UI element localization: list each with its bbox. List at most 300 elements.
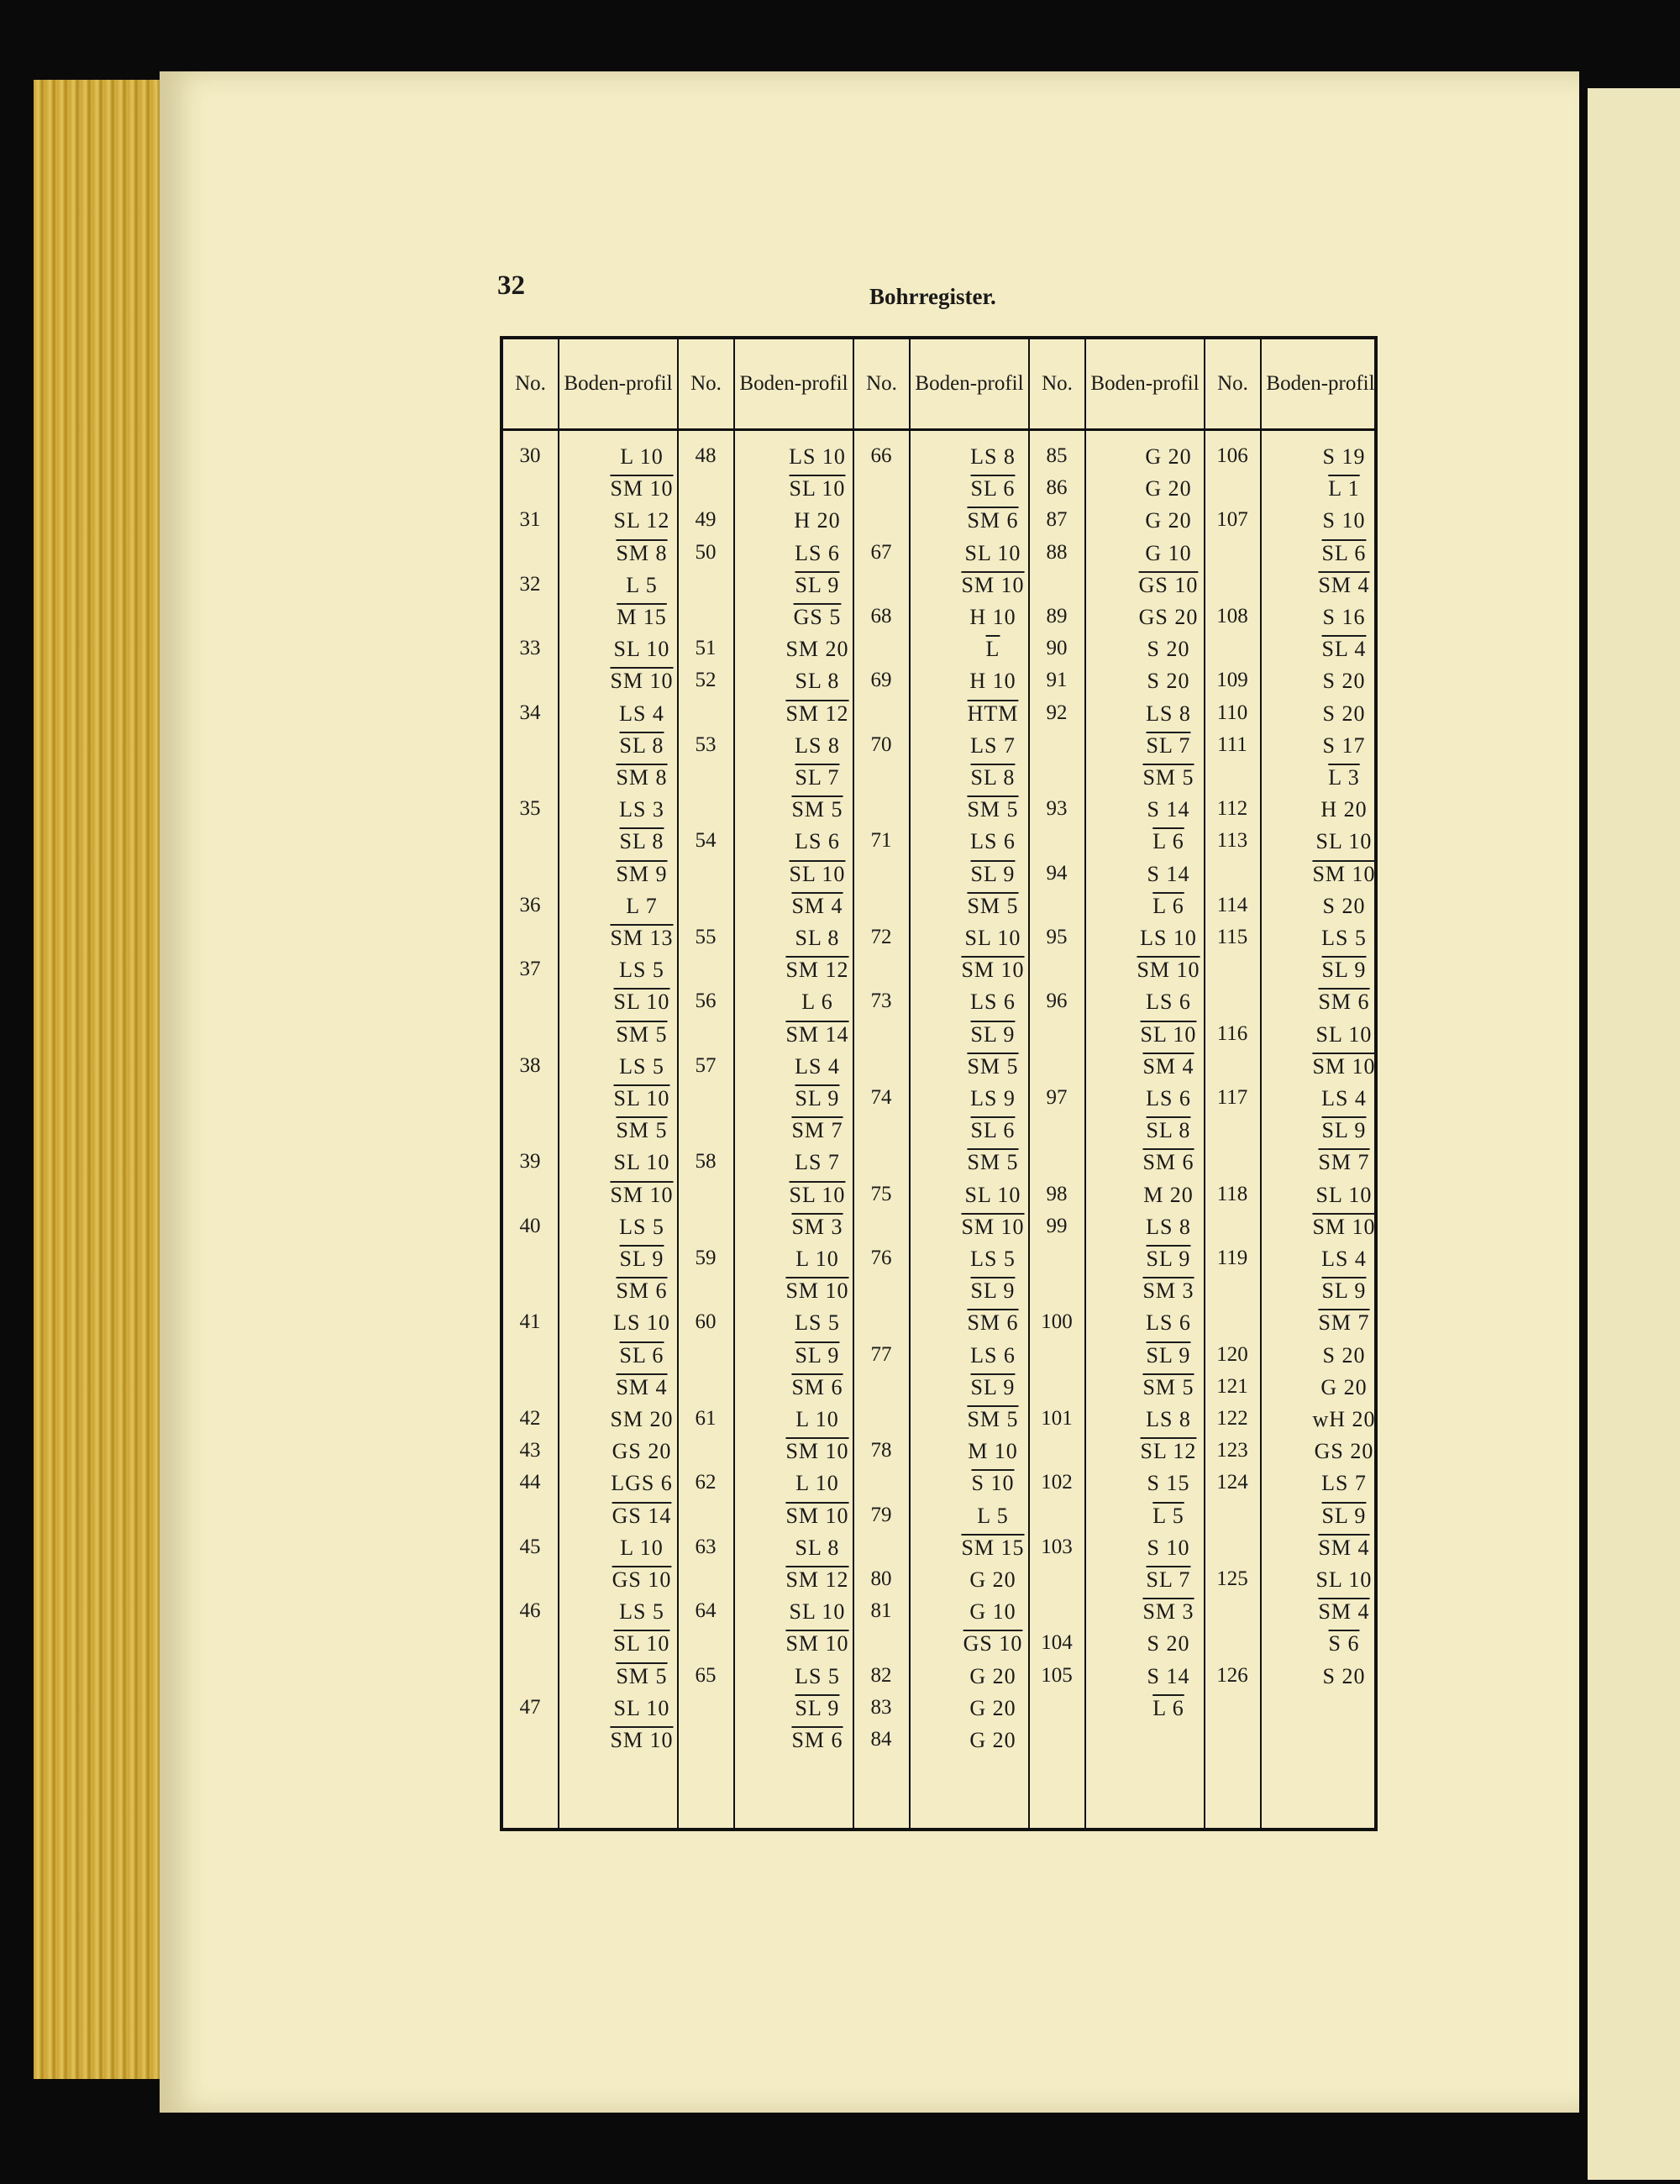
profile-layer: L 10 [795, 1471, 839, 1496]
page-number: 32 [497, 270, 525, 301]
profile-layer: SM 5 [967, 893, 1019, 918]
profile-layer: GS 20 [612, 1439, 672, 1464]
profile-layer: S 14 [1147, 1663, 1190, 1688]
profile-layer: S 20 [1147, 637, 1190, 662]
entry-number: 118 [1216, 1182, 1248, 1205]
profile-layer: SL 10 [789, 861, 846, 886]
profile-layer: SM 14 [785, 1021, 849, 1047]
entry-number: 53 [695, 732, 717, 756]
entry-number: 37 [519, 958, 541, 981]
header-profil-line2: profil [1328, 372, 1375, 395]
header-bodenprofil [733, 339, 854, 428]
entry-number: 65 [695, 1663, 717, 1687]
profile-layer: SM 10 [610, 1182, 674, 1207]
profile-layer: L 6 [1152, 829, 1184, 854]
profile-layer: G 20 [969, 1663, 1016, 1688]
profile-layer: SM 6 [1318, 990, 1370, 1015]
profile-layer: SM 10 [1312, 1214, 1376, 1239]
profile-layer: LS 5 [795, 1663, 840, 1688]
profile-layer: SM 4 [1318, 1535, 1370, 1560]
profile-layer: GS 10 [612, 1567, 672, 1592]
profile-layer: G 20 [1145, 508, 1192, 533]
profile-layer: S 10 [1322, 508, 1366, 533]
entry-number: 74 [870, 1086, 892, 1109]
entry-number: 106 [1216, 444, 1248, 467]
profile-layer: S 10 [971, 1471, 1015, 1496]
entry-number: 101 [1041, 1407, 1073, 1430]
profile-layer: LS 10 [1140, 926, 1197, 950]
entry-number: 104 [1041, 1631, 1073, 1655]
entry-number: 91 [1046, 669, 1068, 692]
profile-layer: LS 7 [970, 732, 1016, 758]
profile-layer: SL 4 [1321, 637, 1367, 662]
profile-layer: SM 7 [1318, 1150, 1370, 1175]
profile-layer: L 10 [795, 1247, 839, 1271]
facing-page [1588, 88, 1680, 2180]
entry-number: 82 [870, 1663, 892, 1687]
entry-number: 108 [1216, 605, 1248, 627]
profile-layer: SL 9 [1321, 958, 1367, 983]
group-divider [1028, 339, 1030, 1828]
profile-layer: GS 5 [793, 605, 842, 629]
profile-layer: SM 6 [967, 508, 1019, 533]
entry-number: 111 [1217, 732, 1247, 756]
profile-layer: SL 9 [970, 1278, 1016, 1304]
entry-number: 86 [1046, 476, 1068, 500]
header-no: No. [866, 372, 897, 395]
no-column-divider [909, 339, 911, 1828]
entry-number: 38 [519, 1053, 541, 1077]
entry-number: 34 [519, 701, 541, 724]
profile-layer: SM 5 [1142, 1374, 1194, 1399]
entry-number: 110 [1216, 701, 1248, 724]
profile-layer: SM 10 [785, 1631, 849, 1656]
profile-layer: SL 8 [619, 732, 664, 758]
profile-layer: SM 5 [616, 1118, 668, 1143]
profile-layer: SL 10 [613, 1150, 670, 1175]
entry-number: 107 [1216, 508, 1248, 532]
profile-layer: SL 8 [970, 765, 1016, 790]
entry-number: 97 [1046, 1086, 1068, 1109]
profile-layer: SL 10 [613, 990, 670, 1015]
profile-layer: SM 10 [610, 476, 674, 501]
profile-layer: L 5 [626, 572, 658, 597]
profile-layer: SL 6 [970, 1118, 1016, 1143]
profile-layer: LS 4 [1321, 1086, 1367, 1110]
profile-layer: LS 4 [1321, 1247, 1367, 1271]
profile-layer: S 19 [1322, 444, 1366, 469]
profile-layer: LS 8 [1146, 701, 1191, 726]
entry-number: 123 [1216, 1439, 1248, 1462]
profile-layer: SL 6 [1321, 540, 1367, 565]
profile-layer: SL 9 [1146, 1247, 1191, 1271]
profile-layer: LS 7 [1321, 1471, 1367, 1496]
profile-layer: SL 12 [1140, 1439, 1197, 1464]
entry-number: 64 [695, 1599, 717, 1623]
profile-layer: S 20 [1147, 669, 1190, 694]
entry-number: 84 [870, 1728, 892, 1751]
entry-number: 92 [1046, 701, 1068, 724]
profile-layer: LS 5 [619, 1214, 664, 1239]
profile-layer: SM 5 [967, 1407, 1019, 1431]
profile-layer: L 5 [1152, 1503, 1184, 1528]
entry-number: 100 [1041, 1310, 1073, 1334]
no-column-divider [558, 339, 559, 1828]
profile-layer: LS 4 [795, 1053, 840, 1079]
profile-layer: LS 5 [1321, 926, 1367, 950]
profile-layer: SM 4 [791, 893, 843, 918]
profile-layer: LS 8 [1146, 1214, 1191, 1239]
book-page-edges [34, 80, 181, 2079]
profile-layer: SM 10 [1137, 958, 1200, 983]
header-profil-line1: Boden- [739, 372, 802, 395]
header-profil-line2: profil [626, 372, 673, 395]
header-profil-line1: Boden- [564, 372, 627, 395]
profile-layer: SL 10 [613, 1695, 670, 1720]
header-profil-line2: profil [801, 372, 848, 395]
profile-layer: SM 5 [967, 1053, 1019, 1079]
profile-layer: SL 10 [789, 1182, 846, 1207]
header-profil-line2: profil [1152, 372, 1200, 395]
profile-layer: G 20 [969, 1728, 1016, 1752]
profile-layer: LGS 6 [611, 1471, 673, 1496]
profile-layer: SM 12 [785, 1567, 849, 1592]
profile-layer: SL 9 [970, 1021, 1016, 1047]
entry-number: 122 [1216, 1407, 1248, 1430]
profile-layer: S 17 [1322, 732, 1366, 758]
profile-layer: GS 20 [1138, 605, 1199, 629]
profile-layer: SM 9 [616, 861, 668, 886]
entry-number: 71 [870, 829, 892, 853]
profile-layer: SM 10 [961, 572, 1025, 597]
profile-layer: SM 12 [785, 701, 849, 726]
profile-layer: SM 3 [791, 1214, 843, 1239]
profile-layer: S 20 [1322, 1663, 1366, 1688]
entry-number: 75 [870, 1182, 892, 1205]
entry-number: 125 [1216, 1567, 1248, 1590]
entry-number: 70 [870, 732, 892, 756]
profile-layer: GS 20 [1314, 1439, 1374, 1464]
profile-layer: LS 6 [1146, 1086, 1191, 1110]
profile-layer: SL 8 [795, 1535, 840, 1560]
entry-number: 121 [1216, 1374, 1248, 1398]
header-profil-line1: Boden- [915, 372, 978, 395]
entry-number: 43 [519, 1439, 541, 1462]
entry-number: 102 [1041, 1471, 1073, 1494]
profile-layer: SM 5 [967, 797, 1019, 822]
profile-layer: SL 10 [613, 1631, 670, 1656]
entry-number: 58 [695, 1150, 717, 1173]
profile-layer: LS 8 [1146, 1407, 1191, 1431]
profile-layer: SM 10 [1312, 861, 1376, 886]
profile-layer: G 10 [969, 1599, 1016, 1625]
entry-number: 113 [1216, 829, 1248, 853]
profile-layer: SL 10 [964, 540, 1021, 565]
profile-layer: SM 20 [610, 1407, 674, 1431]
entry-number: 85 [1046, 444, 1068, 467]
entry-number: 112 [1216, 797, 1248, 821]
entry-number: 80 [870, 1567, 892, 1590]
no-column-divider [1084, 339, 1086, 1828]
entry-number: 119 [1216, 1247, 1248, 1269]
profile-layer: S 10 [1147, 1535, 1190, 1560]
profile-layer: G 20 [969, 1695, 1016, 1720]
profile-layer: SM 6 [791, 1374, 843, 1399]
entry-number: 81 [870, 1599, 892, 1623]
profile-layer: SL 7 [1146, 732, 1191, 758]
profile-layer: SL 9 [970, 861, 1016, 886]
entry-number: 126 [1216, 1663, 1248, 1687]
profile-layer: SM 10 [785, 1278, 849, 1304]
profile-layer: LS 6 [795, 829, 840, 854]
profile-layer: LS 4 [619, 701, 664, 726]
profile-layer: LS 5 [795, 1310, 840, 1336]
profile-layer: SL 9 [1321, 1503, 1367, 1528]
profile-layer: $\overline{HTM}$ [967, 701, 1019, 726]
profile-layer: SL 10 [1315, 1182, 1373, 1207]
profile-layer: SM 3 [1142, 1599, 1194, 1625]
profile-layer: S 20 [1322, 1342, 1366, 1368]
profile-layer: SL 10 [1140, 1021, 1197, 1047]
entry-number: 67 [870, 540, 892, 564]
profile-layer: G 20 [1145, 444, 1192, 469]
header-no: No. [515, 372, 546, 395]
profile-layer: SL 9 [795, 572, 840, 597]
profile-layer: S 6 [1328, 1631, 1360, 1656]
profile-layer: SL 10 [964, 1182, 1021, 1207]
group-divider [1204, 339, 1205, 1828]
profile-layer: wH 20 [1312, 1407, 1376, 1431]
entry-number: 31 [519, 508, 541, 532]
entry-number: 120 [1216, 1342, 1248, 1366]
profile-layer: LS 6 [970, 1342, 1016, 1368]
group-divider [853, 339, 854, 1828]
profile-layer: SL 10 [964, 926, 1021, 950]
entry-number: 52 [695, 669, 717, 692]
entry-number: 46 [519, 1599, 541, 1623]
profile-layer: SL 8 [619, 829, 664, 854]
entry-number: 61 [695, 1407, 717, 1430]
profile-layer: L 1 [1328, 476, 1360, 501]
entry-number: 51 [695, 637, 717, 660]
entry-number: 68 [870, 605, 892, 627]
entry-number: 77 [870, 1342, 892, 1366]
profile-layer: LS 3 [619, 797, 664, 822]
entry-number: 40 [519, 1214, 541, 1237]
no-column-divider [733, 339, 735, 1828]
entry-number: 39 [519, 1150, 541, 1173]
entry-number: 78 [870, 1439, 892, 1462]
profile-layer: G 20 [1145, 476, 1192, 501]
profile-layer: SL 9 [1321, 1278, 1367, 1304]
profile-layer: LS 9 [970, 1086, 1016, 1110]
profile-layer: SL 8 [1146, 1118, 1191, 1143]
profile-layer: M 15 [617, 605, 667, 629]
profile-layer: SM 15 [961, 1535, 1025, 1560]
entry-number: 79 [870, 1503, 892, 1526]
entry-number: 45 [519, 1535, 541, 1558]
profile-layer: H 10 [969, 669, 1016, 694]
entry-number: 90 [1046, 637, 1068, 660]
profile-layer: LS 8 [970, 444, 1016, 469]
profile-layer: SM 5 [616, 1021, 668, 1047]
entry-number: 99 [1046, 1214, 1068, 1237]
header-bodenprofil [909, 339, 1030, 428]
header-no: No. [1217, 372, 1248, 395]
header-profil-line1: Boden- [1090, 372, 1153, 395]
profile-layer: LS 5 [970, 1247, 1016, 1271]
entry-number: 96 [1046, 990, 1068, 1013]
profile-layer: SM 6 [967, 1310, 1019, 1336]
profile-layer: M 10 [968, 1439, 1018, 1464]
entry-number: 30 [519, 444, 541, 467]
entry-number: 109 [1216, 669, 1248, 692]
profile-layer: LS 5 [619, 958, 664, 983]
entry-number: 56 [695, 990, 717, 1013]
profile-layer: LS 6 [1146, 990, 1191, 1015]
profile-layer: SM 10 [961, 1214, 1025, 1239]
profile-layer: SM 12 [785, 958, 849, 983]
profile-layer: SM 5 [1142, 765, 1194, 790]
profile-layer: SL 9 [1146, 1342, 1191, 1368]
profile-layer: S 20 [1147, 1631, 1190, 1656]
profile-layer: SL 9 [795, 1695, 840, 1720]
entry-number: 98 [1046, 1182, 1068, 1205]
profile-layer: SL 10 [613, 637, 670, 662]
profile-layer: $\overline{L}$ [985, 637, 1000, 662]
profile-layer: SL 12 [613, 508, 670, 533]
header-profil-line2: profil [977, 372, 1024, 395]
profile-layer: SM 10 [785, 1439, 849, 1464]
profile-layer: SL 9 [619, 1247, 664, 1271]
header-no: No. [1042, 372, 1073, 395]
entry-number: 93 [1046, 797, 1068, 821]
profile-layer: SM 10 [610, 669, 674, 694]
no-column-divider [1260, 339, 1262, 1828]
entry-number: 49 [695, 508, 717, 532]
profile-layer: SL 9 [795, 1086, 840, 1110]
entry-number: 66 [870, 444, 892, 467]
profile-layer: SM 10 [610, 1728, 674, 1752]
profile-layer: S 14 [1147, 861, 1190, 886]
profile-layer: LS 7 [795, 1150, 840, 1175]
profile-layer: LS 6 [970, 990, 1016, 1015]
profile-layer: LS 5 [619, 1053, 664, 1079]
profile-layer: LS 6 [795, 540, 840, 565]
profile-layer: SL 10 [1315, 1021, 1373, 1047]
profile-layer: SM 4 [1318, 1599, 1370, 1625]
profile-layer: G 20 [969, 1567, 1016, 1592]
entry-number: 73 [870, 990, 892, 1013]
entry-number: 116 [1216, 1021, 1248, 1045]
profile-layer: GS 14 [612, 1503, 672, 1528]
profile-layer: S 16 [1322, 605, 1366, 629]
profile-layer: LS 10 [613, 1310, 670, 1336]
header-bodenprofil [1084, 339, 1205, 428]
entry-number: 105 [1041, 1663, 1073, 1687]
profile-layer: SM 6 [791, 1728, 843, 1752]
running-title: Bohrregister. [869, 284, 996, 309]
entry-number: 60 [695, 1310, 717, 1334]
entry-number: 36 [519, 893, 541, 916]
header-no: No. [690, 372, 722, 395]
entry-number: 32 [519, 572, 541, 596]
entry-number: 88 [1046, 540, 1068, 564]
profile-layer: SL 10 [613, 1086, 670, 1110]
profile-layer: SM 6 [616, 1278, 668, 1304]
entry-number: 50 [695, 540, 717, 564]
entry-number: 117 [1216, 1086, 1248, 1109]
profile-layer: SM 20 [785, 637, 849, 662]
profile-layer: L 6 [801, 990, 833, 1015]
header-bodenprofil [558, 339, 679, 428]
entry-number: 83 [870, 1695, 892, 1719]
profile-layer: SM 7 [791, 1118, 843, 1143]
profile-layer: SL 7 [795, 765, 840, 790]
entry-number: 55 [695, 926, 717, 948]
entry-number: 41 [519, 1310, 541, 1334]
profile-layer: SL 10 [1315, 1567, 1373, 1592]
entry-number: 95 [1046, 926, 1068, 948]
profile-layer: S 20 [1322, 669, 1366, 694]
profile-layer: SM 8 [616, 540, 668, 565]
profile-layer: LS 6 [1146, 1310, 1191, 1336]
profile-layer: LS 8 [795, 732, 840, 758]
entry-number: 89 [1046, 605, 1068, 627]
profile-layer: SM 8 [616, 765, 668, 790]
profile-layer: SM 7 [1318, 1310, 1370, 1336]
profile-layer: SM 10 [961, 958, 1025, 983]
entry-number: 115 [1216, 926, 1248, 948]
entry-number: 62 [695, 1471, 717, 1494]
profile-layer: H 10 [969, 605, 1016, 629]
profile-layer: SL 6 [970, 476, 1016, 501]
profile-layer: SL 8 [795, 926, 840, 950]
entry-number: 59 [695, 1247, 717, 1269]
profile-layer: GS 10 [1138, 572, 1199, 597]
profile-layer: SM 3 [1142, 1278, 1194, 1304]
profile-layer: G 20 [1320, 1374, 1368, 1399]
profile-layer: LS 6 [970, 829, 1016, 854]
profile-layer: SL 9 [795, 1342, 840, 1368]
entry-number: 57 [695, 1053, 717, 1077]
profile-layer: SM 4 [616, 1374, 668, 1399]
profile-layer: SM 5 [616, 1663, 668, 1688]
entry-number: 47 [519, 1695, 541, 1719]
profile-layer: L 7 [626, 893, 658, 918]
profile-layer: SL 10 [789, 476, 846, 501]
entry-number: 44 [519, 1471, 541, 1494]
profile-layer: SL 10 [789, 1599, 846, 1625]
entry-number: 54 [695, 829, 717, 853]
profile-layer: S 20 [1322, 701, 1366, 726]
profile-layer: S 20 [1322, 893, 1366, 918]
entry-number: 103 [1041, 1535, 1073, 1558]
profile-layer: SL 9 [1321, 1118, 1367, 1143]
profile-layer: L 10 [620, 444, 664, 469]
header-rule [503, 428, 1374, 431]
profile-layer: S 15 [1147, 1471, 1190, 1496]
header-profil-line1: Boden- [1266, 372, 1329, 395]
entry-number: 63 [695, 1535, 717, 1558]
header-bodenprofil [1260, 339, 1381, 428]
profile-layer: SM 4 [1142, 1053, 1194, 1079]
profile-layer: SM 6 [1142, 1150, 1194, 1175]
profile-layer: LS 5 [619, 1599, 664, 1625]
profile-layer: SL 9 [970, 1374, 1016, 1399]
entry-number: 42 [519, 1407, 541, 1430]
entry-number: 124 [1216, 1471, 1248, 1494]
